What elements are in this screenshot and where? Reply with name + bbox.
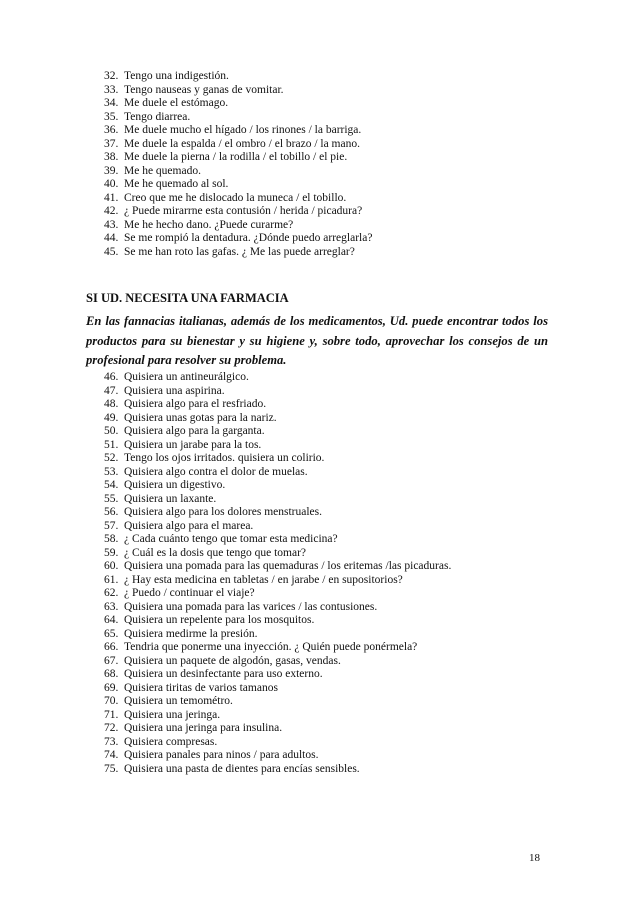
- phrase-text: Tengo una indigestión.: [124, 70, 229, 82]
- phrase-number: 56.: [104, 506, 119, 518]
- phrase-item: [104, 479, 451, 493]
- phrase-number: 68.: [104, 668, 119, 680]
- phrase-text: Quisiera un jarabe para la tos.: [124, 438, 262, 451]
- phrase-text: Me he hecho dano. ¿Puede curarme?: [124, 218, 294, 231]
- phrase-number: 66.: [104, 641, 119, 653]
- phrase-text: ¿ Puede mirarrne esta contusión / herida / picadura?: [124, 205, 363, 217]
- phrase-text: Quisiera un repelente para los mosquitos.: [124, 614, 315, 626]
- phrase-item: [104, 398, 451, 412]
- phrase-number: 37.: [104, 137, 119, 150]
- phrase-item: [104, 84, 372, 98]
- phrase-text: Quisiera un laxante.: [124, 492, 217, 505]
- phrase-number: 55.: [104, 492, 119, 505]
- phrase-item: [104, 124, 372, 138]
- phrase-number: 51.: [104, 438, 119, 451]
- phrase-item: [104, 151, 372, 165]
- phrase-number: 47.: [104, 384, 119, 397]
- phrase-text: ¿ Puedo / continuar el viaje?: [124, 587, 255, 599]
- phrase-text: Quisiera un antineurálgico.: [124, 371, 249, 383]
- phrase-text: Se me han roto las gafas. ¿ Me las puede arreglar?: [124, 245, 355, 258]
- phrase-text: Quisiera una pasta de dientes para encías sensibles.: [124, 762, 360, 775]
- phrase-list-pharmacy: [104, 371, 451, 776]
- phrase-item: [104, 412, 451, 426]
- phrase-item: [104, 547, 451, 561]
- phrase-item: [104, 111, 372, 125]
- phrase-number: 32.: [104, 70, 119, 82]
- phrase-text: Quisiera algo contra el dolor de muelas.: [124, 465, 308, 478]
- phrase-number: 75.: [104, 762, 119, 775]
- phrase-text: Creo que me he dislocado la muneca / el tobillo.: [124, 191, 347, 204]
- phrase-number: 57.: [104, 519, 119, 532]
- phrase-item: [104, 709, 451, 723]
- phrase-item: [104, 628, 451, 642]
- phrase-item: [104, 722, 451, 736]
- phrase-number: 48.: [104, 398, 119, 410]
- phrase-number: 58.: [104, 533, 119, 545]
- phrase-number: 65.: [104, 627, 119, 640]
- phrase-text: Tengo diarrea.: [124, 110, 191, 123]
- phrase-item: [104, 192, 372, 206]
- phrase-text: Quisiera medirme la presión.: [124, 627, 258, 640]
- phrase-text: Tengo nauseas y ganas de vomitar.: [124, 83, 284, 96]
- phrase-text: Quisiera compresas.: [124, 735, 218, 748]
- phrase-item: [104, 668, 451, 682]
- phrase-item: [104, 219, 372, 233]
- phrase-number: 60.: [104, 560, 119, 572]
- phrase-number: 45.: [104, 245, 119, 258]
- phrase-item: [104, 232, 372, 246]
- phrase-text: Quisiera una aspirina.: [124, 384, 225, 397]
- phrase-number: 61.: [104, 573, 119, 586]
- phrase-text: Quisiera una pomada para las quemaduras / los eritemas /las picaduras.: [124, 560, 452, 572]
- phrase-item: [104, 506, 451, 520]
- phrase-item: [104, 695, 451, 709]
- phrase-number: 70.: [104, 695, 119, 707]
- phrase-item: [104, 682, 451, 696]
- phrase-item: [104, 560, 451, 574]
- phrase-text: Me duele mucho el hígado / los rinones / la barriga.: [124, 124, 362, 136]
- phrase-text: Me duele la espalda / el ombro / el brazo / la mano.: [124, 137, 360, 150]
- phrase-item: [104, 533, 451, 547]
- phrase-text: Me he quemado.: [124, 164, 201, 177]
- phrase-item: [104, 574, 451, 588]
- phrase-text: ¿ Hay esta medicina en tabletas / en jarabe / en supositorios?: [124, 573, 403, 586]
- phrase-number: 35.: [104, 110, 119, 123]
- phrase-number: 44.: [104, 232, 119, 244]
- phrase-text: Quisiera algo para el marea.: [124, 519, 254, 532]
- phrase-text: ¿ Cuál es la dosis que tengo que tomar?: [124, 546, 307, 559]
- phrase-number: 36.: [104, 124, 119, 136]
- phrase-item: [104, 736, 451, 750]
- phrase-number: 59.: [104, 546, 119, 559]
- phrase-number: 41.: [104, 191, 119, 204]
- phrase-text: Quisiera algo para el resfriado.: [124, 398, 267, 410]
- phrase-number: 69.: [104, 681, 119, 694]
- phrase-number: 54.: [104, 479, 119, 491]
- phrase-item: [104, 655, 451, 669]
- phrase-number: 62.: [104, 587, 119, 599]
- phrase-text: Quisiera un temométro.: [124, 695, 233, 707]
- phrase-text: Quisiera una pomada para las varices / las contusiones.: [124, 600, 378, 613]
- phrase-item: [104, 439, 451, 453]
- phrase-number: 71.: [104, 708, 119, 721]
- phrase-text: Quisiera una jeringa.: [124, 708, 221, 721]
- phrase-number: 50.: [104, 425, 119, 437]
- phrase-item: [104, 587, 451, 601]
- section-heading: SI UD. NECESITA UNA FARMACIA: [86, 291, 289, 305]
- phrase-item: [104, 763, 451, 777]
- phrase-item: [104, 493, 451, 507]
- phrase-number: 49.: [104, 411, 119, 424]
- phrase-text: Se me rompió la dentadura. ¿Dónde puedo arreglarla?: [124, 232, 373, 244]
- phrase-number: 43.: [104, 218, 119, 231]
- phrase-item: [104, 70, 372, 84]
- phrase-number: 46.: [104, 371, 119, 383]
- phrase-item: [104, 178, 372, 192]
- phrase-number: 64.: [104, 614, 119, 626]
- phrase-text: ¿ Cada cuánto tengo que tomar esta medicina?: [124, 533, 338, 545]
- phrase-number: 38.: [104, 151, 119, 163]
- phrase-text: Quisiera panales para ninos / para adultos.: [124, 749, 319, 761]
- phrase-text: Quisiera algo para los dolores menstruales.: [124, 506, 322, 518]
- page-number: 18: [529, 852, 540, 864]
- phrase-number: 39.: [104, 164, 119, 177]
- phrase-text: Quisiera unas gotas para la nariz.: [124, 411, 277, 424]
- phrase-item: [104, 246, 372, 260]
- phrase-item: [104, 749, 451, 763]
- phrase-item: [104, 165, 372, 179]
- phrase-item: [104, 385, 451, 399]
- phrase-text: Me he quemado al sol.: [124, 178, 229, 190]
- phrase-number: 34.: [104, 97, 119, 109]
- phrase-item: [104, 614, 451, 628]
- phrase-item: [104, 97, 372, 111]
- phrase-text: Quisiera algo para la garganta.: [124, 425, 265, 437]
- phrase-item: [104, 371, 451, 385]
- phrase-item: [104, 601, 451, 615]
- phrase-text: Quisiera una jeringa para insulina.: [124, 722, 283, 734]
- phrase-text: Quisiera un paquete de algodón, gasas, vendas.: [124, 654, 341, 667]
- phrase-number: 53.: [104, 465, 119, 478]
- phrase-number: 52.: [104, 452, 119, 464]
- phrase-item: [104, 641, 451, 655]
- phrase-number: 67.: [104, 654, 119, 667]
- phrase-text: Quisiera tiritas de varios tamanos: [124, 681, 278, 694]
- phrase-text: Quisiera un desinfectante para uso externo.: [124, 668, 323, 680]
- phrase-text: Tengo los ojos irritados. quisiera un colirio.: [124, 452, 325, 464]
- phrase-number: 42.: [104, 205, 119, 217]
- phrase-number: 74.: [104, 749, 119, 761]
- phrase-item: [104, 205, 372, 219]
- phrase-number: 72.: [104, 722, 119, 734]
- phrase-number: 73.: [104, 735, 119, 748]
- phrase-item: [104, 452, 451, 466]
- phrase-text: Tendria que ponerme una inyección. ¿ Quién puede ponérmela?: [124, 641, 418, 653]
- phrase-text: Me duele la pierna / la rodilla / el tobillo / el pie.: [124, 151, 348, 163]
- phrase-list-symptoms: [104, 70, 372, 259]
- phrase-text: Me duele el estómago.: [124, 97, 229, 109]
- phrase-number: 63.: [104, 600, 119, 613]
- phrase-item: [104, 138, 372, 152]
- phrase-item: [104, 466, 451, 480]
- phrase-text: Quisiera un digestivo.: [124, 479, 226, 491]
- section-intro: En las fannacias italianas, además de los medicamentos, Ud. puede encontrar todos los productos para su bienestar y su higiene y, sobre todo, aprovechar los consejos de un profesional para resolver su problema.: [86, 314, 548, 367]
- phrase-number: 33.: [104, 83, 119, 96]
- phrase-item: [104, 425, 451, 439]
- phrase-number: 40.: [104, 178, 119, 190]
- phrase-item: [104, 520, 451, 534]
